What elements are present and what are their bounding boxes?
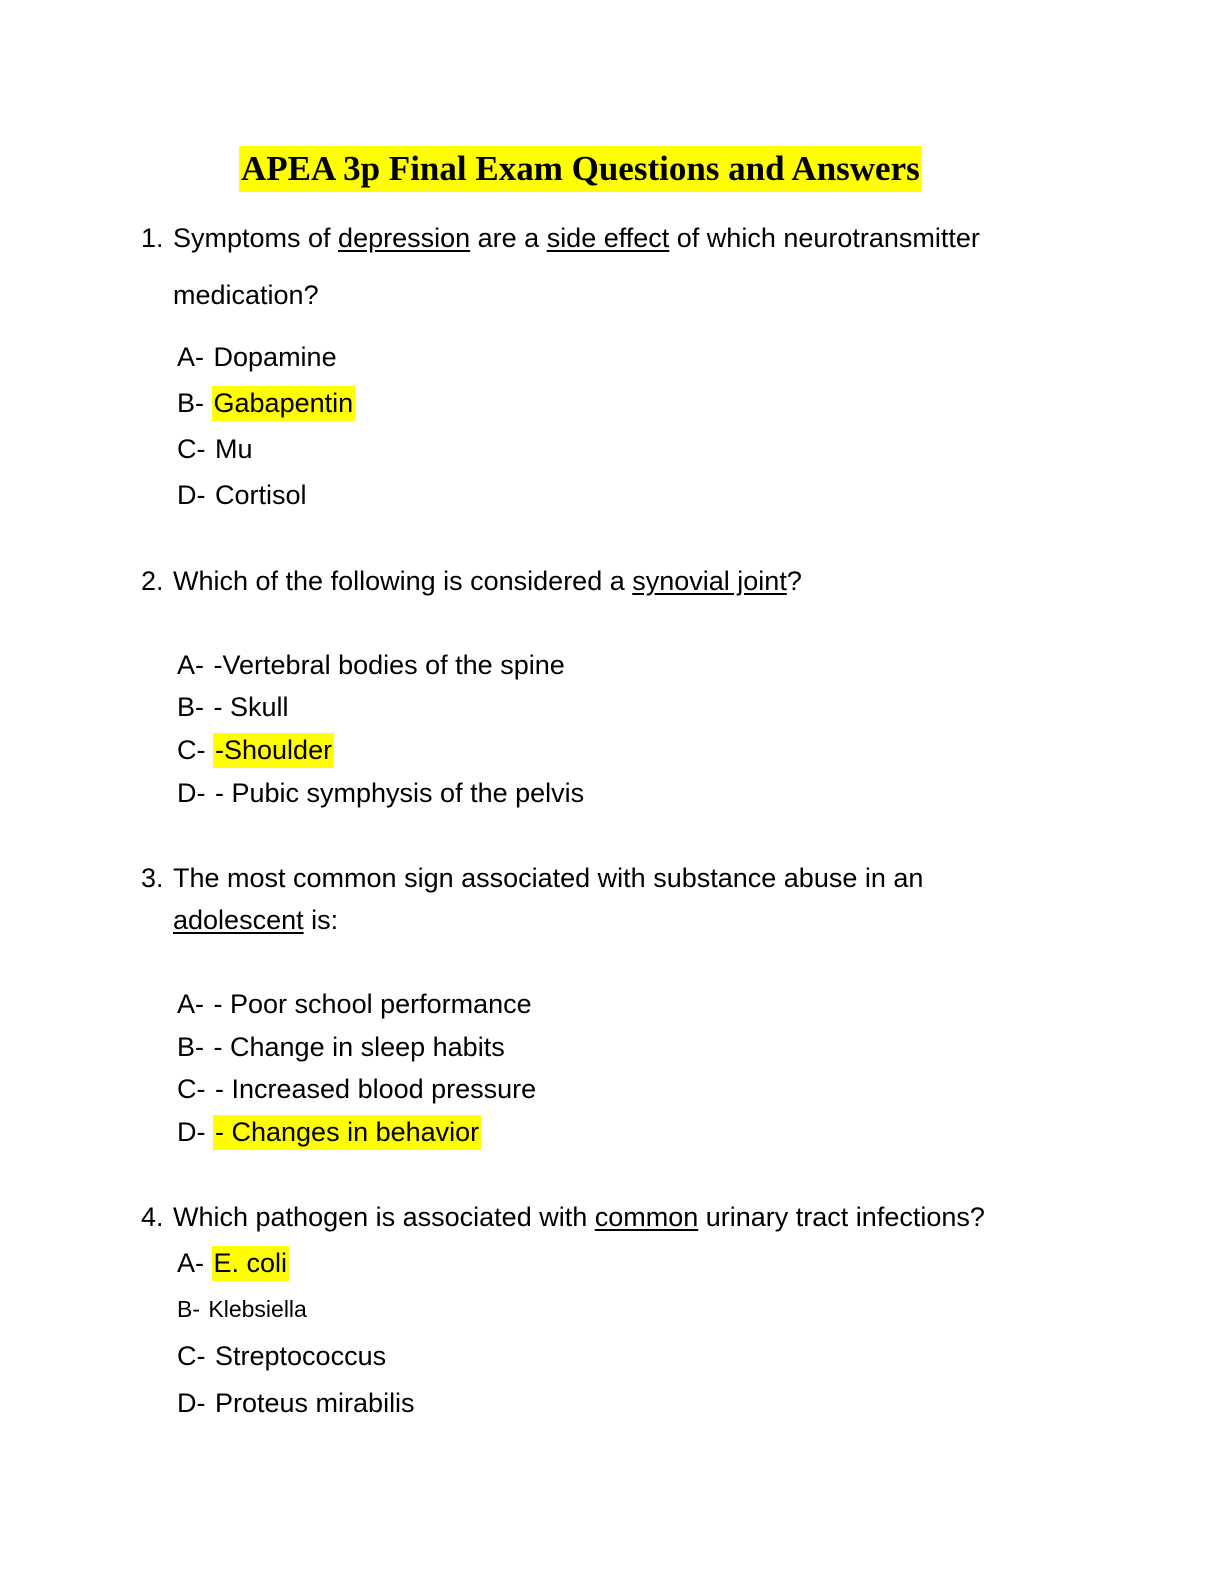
option-1a <box>177 340 339 374</box>
option-text: - Pubic symphysis of the pelvis <box>215 778 585 808</box>
option-1d <box>177 478 309 512</box>
option-text-highlighted: -Shoulder <box>213 733 334 768</box>
underlined-term-side-effect: side effect <box>546 223 670 253</box>
option-text: Proteus mirabilis <box>215 1388 415 1418</box>
option-letter: D- <box>177 778 213 808</box>
question-1-continuation: medication? <box>173 280 319 310</box>
option-3c <box>177 1072 538 1106</box>
underlined-term-depression: depression <box>338 223 471 253</box>
option-letter: D- <box>177 1117 213 1147</box>
option-letter: B- <box>177 1296 207 1322</box>
underlined-term-synovial-joint: synovial joint <box>632 566 787 596</box>
question-4 <box>141 1200 985 1234</box>
question-text: are a <box>470 223 547 253</box>
option-2d <box>177 776 586 810</box>
option-letter: C- <box>177 735 213 765</box>
question-number: 1. <box>141 223 164 253</box>
option-letter: C- <box>177 1074 213 1104</box>
question-number: 3. <box>141 863 164 893</box>
question-text: Which pathogen is associated with <box>173 1202 595 1232</box>
option-letter: D- <box>177 1388 213 1418</box>
option-text-highlighted: E. coli <box>212 1246 290 1281</box>
question-text: ? <box>786 566 802 596</box>
question-text: urinary tract infections? <box>698 1202 985 1232</box>
underlined-term-adolescent: adolescent <box>173 905 304 935</box>
option-4d <box>177 1386 417 1420</box>
option-4b <box>177 1292 309 1326</box>
option-1c <box>177 432 255 466</box>
option-letter: A- <box>177 342 212 372</box>
option-text: Mu <box>215 434 253 464</box>
option-text: - Change in sleep habits <box>213 1032 505 1062</box>
question-text: Which of the following is considered a <box>173 566 633 596</box>
option-letter: A- <box>177 1248 212 1278</box>
option-4a <box>177 1246 289 1280</box>
option-4c <box>177 1339 388 1373</box>
option-letter: B- <box>177 692 212 722</box>
option-letter: A- <box>177 989 212 1019</box>
question-2 <box>141 564 802 598</box>
option-letter: D- <box>177 480 213 510</box>
question-text: is: <box>303 905 339 935</box>
question-number: 4. <box>141 1202 164 1232</box>
document-title: APEA 3p Final Exam Questions and Answers <box>239 146 922 192</box>
option-text: - Poor school performance <box>213 989 532 1019</box>
question-text: Symptoms of <box>173 223 339 253</box>
option-2b <box>177 690 291 724</box>
option-text: - Skull <box>213 692 289 722</box>
option-3b <box>177 1030 507 1064</box>
option-2a <box>177 648 567 682</box>
option-1b <box>177 386 355 420</box>
option-text-highlighted: Gabapentin <box>212 386 356 421</box>
option-text: Dopamine <box>213 342 337 372</box>
question-3 <box>141 861 923 895</box>
option-letter: C- <box>177 434 213 464</box>
option-text: Cortisol <box>215 480 307 510</box>
option-2c <box>177 733 334 767</box>
underlined-term-common: common <box>594 1202 699 1232</box>
option-text-highlighted: - Changes in behavior <box>213 1115 481 1150</box>
option-text: -Vertebral bodies of the spine <box>213 650 565 680</box>
option-letter: B- <box>177 388 212 418</box>
option-letter: B- <box>177 1032 212 1062</box>
option-3d <box>177 1115 481 1149</box>
option-text: - Increased blood pressure <box>215 1074 537 1104</box>
option-3a <box>177 987 534 1021</box>
question-text: of which neurotransmitter <box>669 223 980 253</box>
option-text: Streptococcus <box>215 1341 387 1371</box>
option-letter: C- <box>177 1341 213 1371</box>
option-letter: A- <box>177 650 212 680</box>
option-text: Klebsiella <box>208 1296 307 1322</box>
question-3-continuation <box>173 903 338 937</box>
question-number: 2. <box>141 566 164 596</box>
question-1 <box>141 221 980 255</box>
question-text: The most common sign associated with substance abuse in an <box>173 863 924 893</box>
